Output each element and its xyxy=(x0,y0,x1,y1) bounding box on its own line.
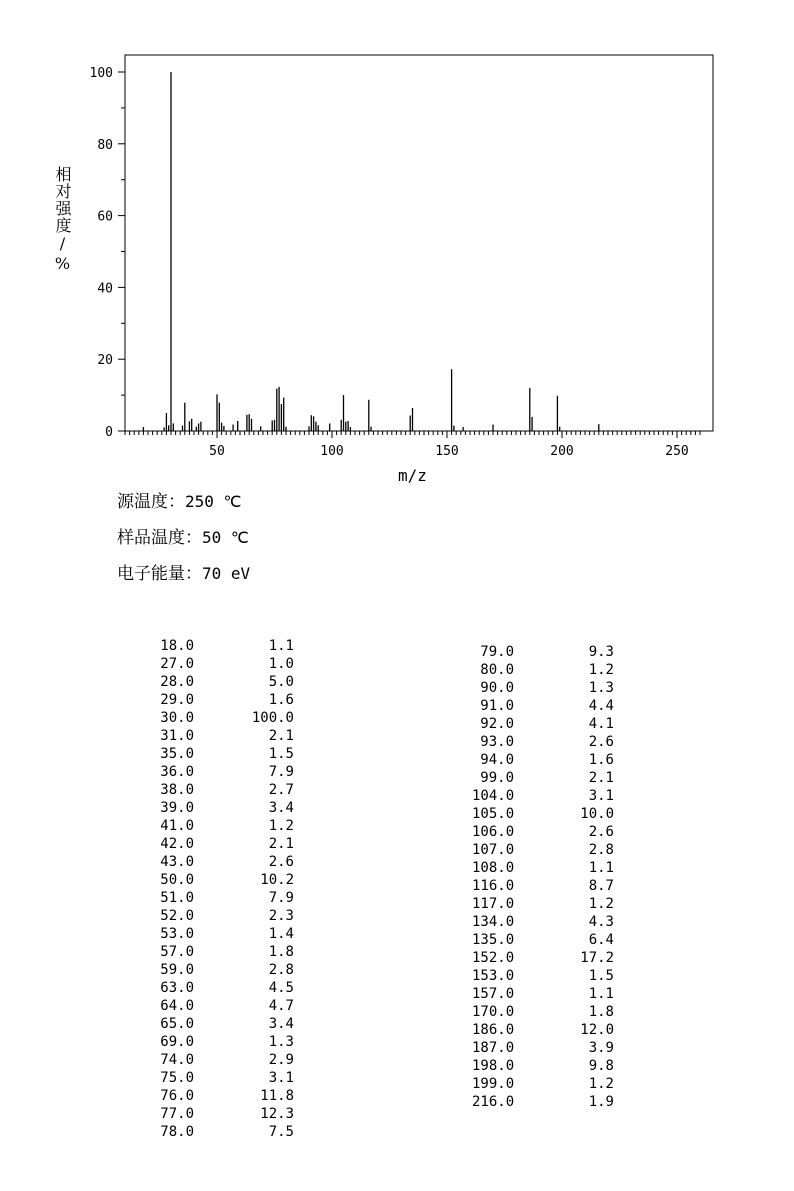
peak-abundance: 1.3 xyxy=(268,1034,294,1050)
peak-abundance: 1.0 xyxy=(268,656,294,672)
x-tick-label: 50 xyxy=(209,444,225,459)
peak-row xyxy=(152,655,294,673)
peak-abundance: 1.5 xyxy=(588,968,614,984)
peak-mz: 41.0 xyxy=(160,818,194,834)
peak-mz: 52.0 xyxy=(160,908,194,924)
peak-mz: 30.0 xyxy=(160,710,194,726)
peak-mz: 50.0 xyxy=(160,872,194,888)
peak-mz: 27.0 xyxy=(160,656,194,672)
peak-mz: 93.0 xyxy=(480,734,514,750)
peak-row xyxy=(152,835,294,853)
peak-abundance: 1.6 xyxy=(268,692,294,708)
peak-row xyxy=(472,751,614,769)
peak-row xyxy=(472,1039,614,1057)
peak-mz: 80.0 xyxy=(480,662,514,678)
peak-row xyxy=(472,715,614,733)
peak-row xyxy=(152,817,294,835)
peak-mz: 75.0 xyxy=(160,1070,194,1086)
peak-mz: 77.0 xyxy=(160,1106,194,1122)
peak-abundance: 3.4 xyxy=(268,800,294,816)
peak-mz: 38.0 xyxy=(160,782,194,798)
peak-abundance: 7.9 xyxy=(268,764,294,780)
peak-mz: 64.0 xyxy=(160,998,194,1014)
peak-row xyxy=(472,1075,614,1093)
peak-row xyxy=(472,787,614,805)
peak-row xyxy=(472,679,614,697)
peak-row xyxy=(152,1051,294,1069)
peak-row xyxy=(472,895,614,913)
source-temperature: 源温度：250 ℃ xyxy=(117,492,242,512)
peak-abundance: 9.3 xyxy=(588,644,614,660)
y-tick-label: 40 xyxy=(97,281,113,297)
peak-mz: 39.0 xyxy=(160,800,194,816)
peak-mz: 186.0 xyxy=(472,1022,515,1038)
peak-row xyxy=(472,1003,614,1021)
peak-abundance: 7.5 xyxy=(268,1124,294,1140)
y-axis-label: 相对强度/% xyxy=(53,166,72,274)
peak-mz: 79.0 xyxy=(480,644,514,660)
peak-row xyxy=(472,697,614,715)
peak-abundance: 2.3 xyxy=(268,908,294,924)
peak-mz: 216.0 xyxy=(472,1094,515,1110)
peak-mz: 57.0 xyxy=(160,944,194,960)
peak-row xyxy=(472,913,614,931)
peak-abundance: 7.9 xyxy=(268,890,294,906)
peak-row xyxy=(152,727,294,745)
peak-abundance: 2.7 xyxy=(268,782,294,798)
peak-row xyxy=(152,1069,294,1087)
peak-abundance: 4.1 xyxy=(588,716,614,732)
peak-row xyxy=(152,781,294,799)
peak-row xyxy=(152,637,294,655)
x-tick-label: 200 xyxy=(550,444,574,459)
peak-row xyxy=(152,673,294,691)
peak-abundance: 1.8 xyxy=(268,944,294,960)
peak-row xyxy=(152,979,294,997)
x-tick-label: 100 xyxy=(320,444,344,459)
peak-mz: 63.0 xyxy=(160,980,194,996)
peak-table-left xyxy=(152,637,294,1141)
peak-abundance: 1.4 xyxy=(268,926,294,942)
peak-abundance: 100.0 xyxy=(251,710,294,726)
peak-row xyxy=(152,691,294,709)
peak-abundance: 1.2 xyxy=(588,1076,614,1092)
peak-row xyxy=(472,985,614,1003)
peak-mz: 35.0 xyxy=(160,746,194,762)
peak-abundance: 12.3 xyxy=(260,1106,294,1122)
peak-row xyxy=(152,763,294,781)
y-tick-label: 20 xyxy=(97,353,113,369)
peak-abundance: 1.1 xyxy=(588,860,614,876)
peak-abundance: 11.8 xyxy=(260,1088,294,1104)
peak-row xyxy=(152,889,294,907)
peak-abundance: 17.2 xyxy=(580,950,614,966)
sample-temperature: 样品温度：50 ℃ xyxy=(117,528,249,548)
peak-row xyxy=(152,1033,294,1051)
x-axis-label: m/z xyxy=(398,466,427,485)
peak-abundance: 6.4 xyxy=(588,932,614,948)
peak-mz: 116.0 xyxy=(472,878,515,894)
peak-row xyxy=(152,799,294,817)
peak-abundance: 2.6 xyxy=(588,824,614,840)
peak-row xyxy=(152,709,294,727)
peak-row xyxy=(152,1087,294,1105)
peak-mz: 51.0 xyxy=(160,890,194,906)
peak-row xyxy=(472,967,614,985)
peak-mz: 99.0 xyxy=(480,770,514,786)
peak-row xyxy=(152,745,294,763)
peak-mz: 78.0 xyxy=(160,1124,194,1140)
peak-abundance: 1.6 xyxy=(588,752,614,768)
peak-row xyxy=(472,949,614,967)
peak-row xyxy=(472,859,614,877)
peak-abundance: 5.0 xyxy=(268,674,294,690)
peak-abundance: 4.7 xyxy=(268,998,294,1014)
peak-mz: 59.0 xyxy=(160,962,194,978)
peak-abundance: 1.2 xyxy=(588,896,614,912)
peak-abundance: 3.4 xyxy=(268,1016,294,1032)
peak-mz: 18.0 xyxy=(160,638,194,654)
peak-mz: 53.0 xyxy=(160,926,194,942)
peak-mz: 117.0 xyxy=(472,896,515,912)
peak-mz: 134.0 xyxy=(472,914,515,930)
peak-table-right xyxy=(472,643,614,1111)
x-tick-label: 250 xyxy=(665,444,689,459)
y-tick-label: 0 xyxy=(105,425,113,440)
peak-row xyxy=(472,805,614,823)
peak-abundance: 4.4 xyxy=(588,698,614,714)
peak-abundance: 2.1 xyxy=(268,836,294,852)
peak-abundance: 1.3 xyxy=(588,680,614,696)
peak-mz: 153.0 xyxy=(472,968,515,984)
peak-row xyxy=(152,1123,294,1141)
peak-abundance: 10.2 xyxy=(260,872,294,888)
peak-abundance: 3.9 xyxy=(588,1040,614,1056)
peak-mz: 106.0 xyxy=(472,824,515,840)
peak-mz: 135.0 xyxy=(472,932,515,948)
peak-row xyxy=(472,661,614,679)
peak-mz: 76.0 xyxy=(160,1088,194,1104)
peak-mz: 199.0 xyxy=(472,1076,515,1092)
peak-abundance: 1.1 xyxy=(268,638,294,654)
peak-row xyxy=(472,643,614,661)
peak-row xyxy=(472,823,614,841)
peak-mz: 65.0 xyxy=(160,1016,194,1032)
peak-mz: 36.0 xyxy=(160,764,194,780)
peak-row xyxy=(152,1015,294,1033)
peak-abundance: 1.9 xyxy=(588,1094,614,1110)
peak-abundance: 2.6 xyxy=(588,734,614,750)
peak-abundance: 1.2 xyxy=(588,662,614,678)
peak-mz: 90.0 xyxy=(480,680,514,696)
y-tick-label: 60 xyxy=(97,209,113,225)
peak-row xyxy=(152,943,294,961)
y-tick-label: 80 xyxy=(97,137,113,153)
electron-energy: 电子能量：70 eV xyxy=(117,564,251,584)
peak-mz: 28.0 xyxy=(160,674,194,690)
peak-row xyxy=(152,1105,294,1123)
peak-mz: 157.0 xyxy=(472,986,515,1002)
peak-mz: 42.0 xyxy=(160,836,194,852)
peak-abundance: 2.1 xyxy=(268,728,294,744)
peak-row xyxy=(152,907,294,925)
mass-spectrum-chart xyxy=(0,0,794,470)
peak-row xyxy=(472,1057,614,1075)
peak-mz: 187.0 xyxy=(472,1040,515,1056)
peak-mz: 105.0 xyxy=(472,806,515,822)
peak-mz: 43.0 xyxy=(160,854,194,870)
peak-abundance: 4.3 xyxy=(588,914,614,930)
peak-abundance: 3.1 xyxy=(588,788,614,804)
peak-row xyxy=(472,841,614,859)
peak-row xyxy=(472,877,614,895)
peak-abundance: 8.7 xyxy=(588,878,614,894)
peak-abundance: 1.5 xyxy=(268,746,294,762)
peak-mz: 94.0 xyxy=(480,752,514,768)
peak-row xyxy=(152,925,294,943)
peak-mz: 29.0 xyxy=(160,692,194,708)
peak-abundance: 10.0 xyxy=(580,806,614,822)
peak-row xyxy=(152,871,294,889)
peak-abundance: 2.9 xyxy=(268,1052,294,1068)
peak-mz: 170.0 xyxy=(472,1004,515,1020)
peak-row xyxy=(472,1021,614,1039)
peak-row xyxy=(472,733,614,751)
peak-abundance: 1.8 xyxy=(588,1004,614,1020)
x-tick-label: 150 xyxy=(435,444,459,459)
peak-mz: 74.0 xyxy=(160,1052,194,1068)
peak-mz: 91.0 xyxy=(480,698,514,714)
peak-row xyxy=(472,769,614,787)
peak-mz: 69.0 xyxy=(160,1034,194,1050)
peak-abundance: 9.8 xyxy=(588,1058,614,1074)
peak-mz: 108.0 xyxy=(472,860,515,876)
peak-abundance: 3.1 xyxy=(268,1070,294,1086)
peak-abundance: 2.8 xyxy=(588,842,614,858)
peak-abundance: 1.1 xyxy=(588,986,614,1002)
peak-abundance: 2.1 xyxy=(588,770,614,786)
peak-mz: 107.0 xyxy=(472,842,515,858)
peak-mz: 104.0 xyxy=(472,788,515,804)
peak-mz: 31.0 xyxy=(160,728,194,744)
peak-row xyxy=(472,931,614,949)
peak-row xyxy=(152,997,294,1015)
peak-row xyxy=(472,1093,614,1111)
peak-row xyxy=(152,853,294,871)
peak-mz: 92.0 xyxy=(480,716,514,732)
peak-mz: 198.0 xyxy=(472,1058,515,1074)
y-tick-label: 100 xyxy=(89,66,113,81)
peak-abundance: 12.0 xyxy=(580,1022,614,1038)
peak-abundance: 2.8 xyxy=(268,962,294,978)
peak-mz: 152.0 xyxy=(472,950,515,966)
peak-abundance: 4.5 xyxy=(268,980,294,996)
plot-frame xyxy=(125,55,713,431)
peak-row xyxy=(152,961,294,979)
peak-abundance: 2.6 xyxy=(268,854,294,870)
peak-abundance: 1.2 xyxy=(268,818,294,834)
